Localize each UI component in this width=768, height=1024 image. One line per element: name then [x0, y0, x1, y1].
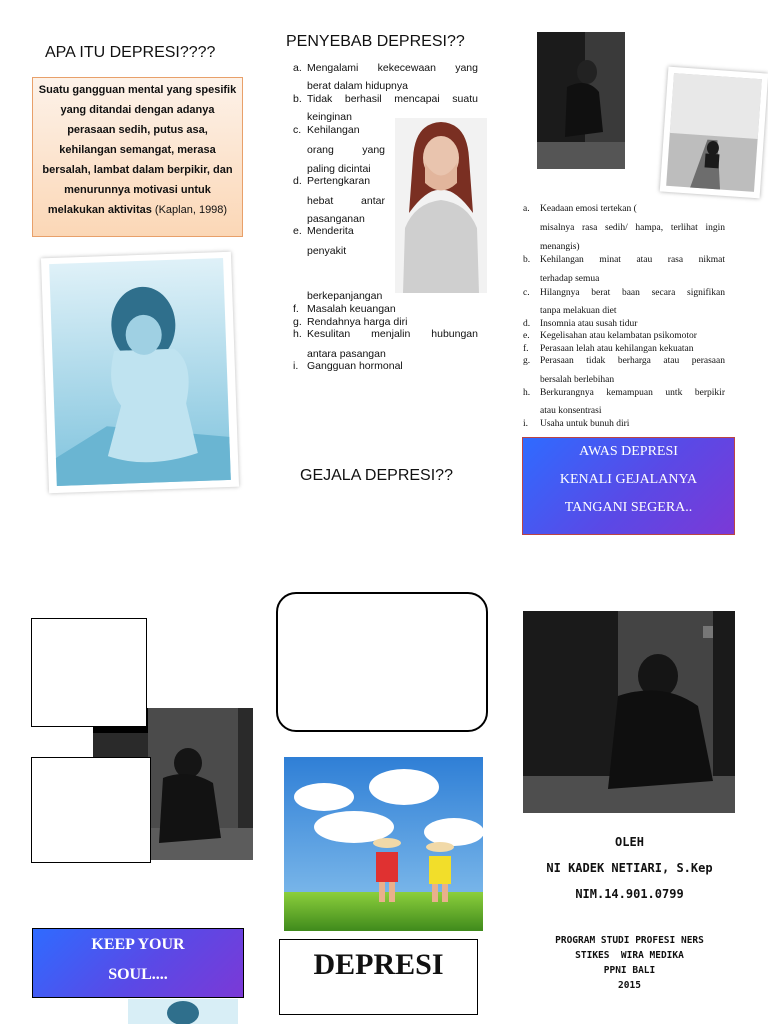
- list-item: antara pasangan: [307, 348, 386, 360]
- woman-crying-photo: [395, 118, 487, 293]
- list-item: bersalah berlebihan: [540, 375, 615, 385]
- list-item: a. Mengalami kekecewaan yang: [293, 62, 478, 74]
- awas-line-3: TANGANI SEGERA..: [564, 500, 693, 515]
- list-item: g. Rendahnya harga diri: [293, 316, 408, 328]
- author-name: NI KADEK NETIARI, S.Kep: [546, 861, 713, 875]
- institution-line-3: PPNI BALI: [603, 965, 656, 976]
- list-item: g. Perasaan tidak berharga atau perasaan: [523, 356, 725, 366]
- list-item: pasanganan: [307, 213, 365, 225]
- blank-box-bottom: [31, 757, 151, 863]
- list-item: orang yang: [307, 144, 385, 156]
- keep-soul-line-1: KEEP YOUR: [91, 936, 185, 953]
- list-item: d. Pertengkaran: [293, 175, 371, 187]
- list-item: i. Gangguan hormonal: [293, 360, 403, 372]
- symptoms-heading: GEJALA DEPRESI??: [300, 467, 453, 484]
- keep-soul-line-2: SOUL....: [108, 966, 168, 983]
- list-item: i. Usaha untuk bunuh diri: [523, 419, 630, 429]
- list-item: a. Keadaan emosi tertekan (: [523, 204, 637, 214]
- list-item: misalnya rasa sedih/ hampa, terlihat ingin: [540, 223, 725, 233]
- author-by: OLEH: [615, 835, 644, 849]
- author-nim: NIM.14.901.0799: [575, 887, 684, 901]
- definition-reference: (Kaplan, 1998): [154, 204, 228, 216]
- list-item: menangis): [540, 242, 580, 252]
- rounded-blank-box: [276, 592, 488, 732]
- list-item: hebat antar: [307, 195, 385, 207]
- man-sitting-door-photo: [537, 32, 625, 169]
- list-item: paling dicintai: [307, 163, 371, 175]
- cover-title-box: [279, 939, 478, 1015]
- definition-box: [32, 77, 243, 237]
- list-item: e. Kegelisahan atau kelambatan psikomotor: [523, 331, 697, 341]
- symptoms-list: [523, 204, 725, 432]
- man-sitting-door-photo-large: [523, 611, 735, 813]
- institution-line-1: PROGRAM STUDI PROFESI NERS: [555, 935, 704, 946]
- list-item: berat dalam hidupnya: [307, 80, 408, 92]
- list-item: b. Kehilangan minat atau rasa nikmat: [523, 255, 725, 265]
- list-item: d. Insomnia atau susah tidur: [523, 319, 638, 329]
- list-item: f. Perasaan lelah atau kehilangan kekuatan: [523, 344, 694, 354]
- list-item: h. Berkurangnya kemampuan untk berpikir: [523, 388, 725, 398]
- girl-crouching-photo: [41, 252, 239, 493]
- definition-text: Suatu gangguan mental yang spesifik yang ditandai dengan adanya perasaan sedih, putus asa, kehilangan semangat, merasa bersalah, lambat dalam berpikir, dan menurunnya motivasi untuk melakukan aktivitas: [38, 84, 237, 216]
- list-item: tanpa melakuan diet: [540, 306, 617, 316]
- list-item: atau konsentrasi: [540, 406, 602, 416]
- list-item: penyakit: [307, 245, 347, 257]
- list-item: b. Tidak berhasil mencapai suatu: [293, 93, 478, 105]
- publication-year: 2015: [618, 980, 641, 991]
- list-item: c. Hilangnya berat baan secara signifikan: [523, 288, 725, 298]
- awas-banner: [522, 437, 735, 535]
- definition-heading: APA ITU DEPRESI????: [45, 44, 216, 61]
- list-item: keinginan: [307, 111, 352, 123]
- awas-line-1: AWAS DEPRESI: [579, 444, 678, 459]
- list-item: c. Kehilangan: [293, 124, 360, 136]
- children-field-photo: [284, 757, 483, 931]
- blank-box-top: [31, 618, 147, 727]
- causes-heading: PENYEBAB DEPRESI??: [286, 33, 465, 50]
- girl-crouching-photo-small: [128, 999, 238, 1024]
- list-item: berkepanjangan: [307, 290, 383, 302]
- institution-line-2: STIKES WIRA MEDIKA: [575, 950, 684, 961]
- list-item: h. Kesulitan menjalin hubungan: [293, 328, 478, 340]
- person-on-pier-photo: [660, 67, 768, 199]
- cover-title: DEPRESI: [313, 948, 444, 981]
- list-item: terhadap semua: [540, 274, 600, 284]
- awas-line-2: KENALI GEJALANYA: [559, 472, 698, 487]
- keep-soul-banner: [32, 928, 244, 998]
- list-item: e. Menderita: [293, 225, 354, 237]
- list-item: f. Masalah keuangan: [293, 303, 396, 315]
